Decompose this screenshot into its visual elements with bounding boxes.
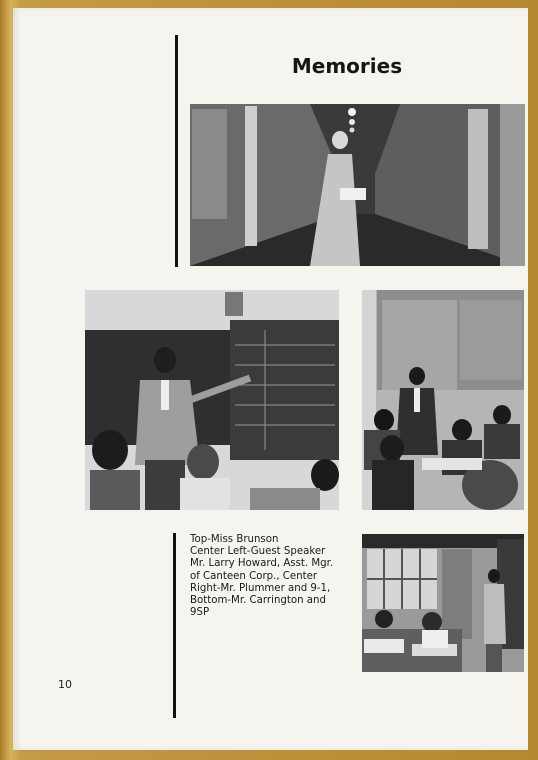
photo-bottom-class — [362, 534, 524, 672]
guest-speaker-photo-image — [85, 290, 339, 510]
page-title: Memories — [291, 54, 403, 78]
photo-top-hallway — [190, 104, 525, 266]
photo-center-right-class — [362, 290, 524, 510]
top-vertical-rule — [175, 35, 178, 267]
photo-caption: Top-Miss Brunson Center Left-Guest Speaker Mr. Larry Howard, Asst. Mgr. of Canteen Corp., Center Right-Mr. Plummer and 9-1, Bottom-Mr. Carrington and 9SP — [190, 534, 334, 619]
carrington-photo-image — [362, 534, 524, 672]
class-photo-image — [362, 290, 524, 510]
bottom-vertical-rule — [173, 533, 176, 718]
hallway-photo-image — [190, 104, 525, 266]
page-number: 10 — [58, 678, 72, 691]
photo-center-left-guest-speaker — [85, 290, 339, 510]
